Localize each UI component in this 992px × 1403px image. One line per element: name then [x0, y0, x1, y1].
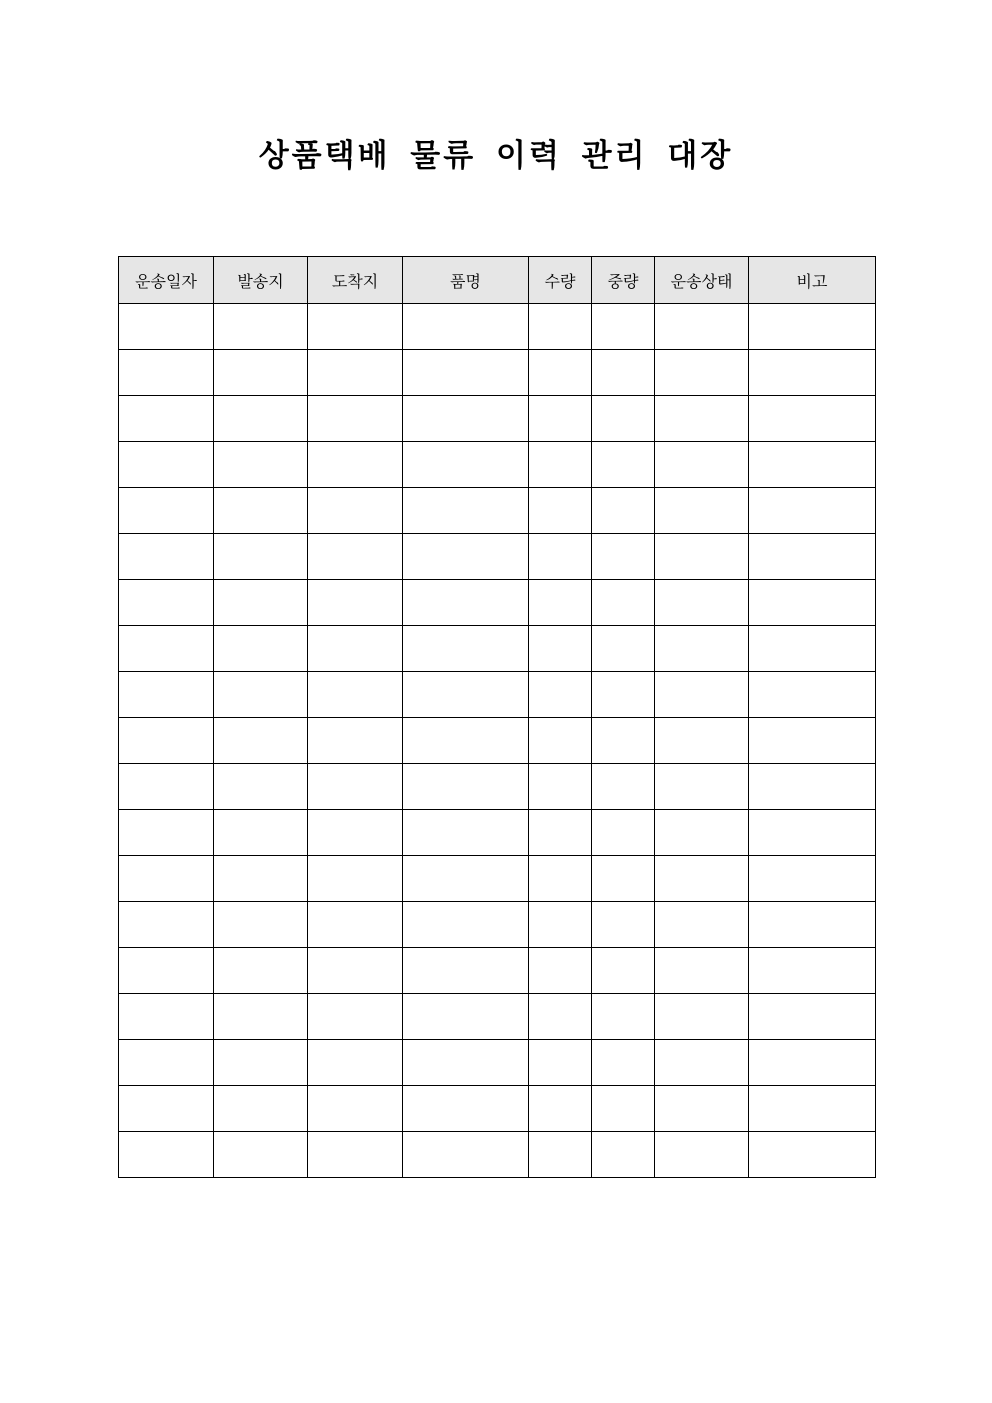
cell-destination[interactable]: [308, 902, 403, 948]
cell-date[interactable]: [119, 764, 214, 810]
cell-date[interactable]: [119, 442, 214, 488]
cell-remarks[interactable]: [749, 580, 876, 626]
cell-weight[interactable]: [592, 902, 655, 948]
cell-status[interactable]: [655, 810, 749, 856]
cell-quantity[interactable]: [529, 534, 592, 580]
cell-destination[interactable]: [308, 396, 403, 442]
cell-status[interactable]: [655, 718, 749, 764]
cell-weight[interactable]: [592, 1086, 655, 1132]
cell-status[interactable]: [655, 764, 749, 810]
cell-quantity[interactable]: [529, 994, 592, 1040]
cell-quantity[interactable]: [529, 1040, 592, 1086]
header-cell-destination: 도착지: [308, 257, 403, 304]
cell-item-name[interactable]: [403, 856, 529, 902]
cell-date[interactable]: [119, 626, 214, 672]
cell-origin[interactable]: [214, 488, 308, 534]
cell-remarks[interactable]: [749, 994, 876, 1040]
cell-origin[interactable]: [214, 1040, 308, 1086]
table-row: [119, 672, 876, 718]
table-row: [119, 534, 876, 580]
cell-quantity[interactable]: [529, 442, 592, 488]
cell-origin[interactable]: [214, 948, 308, 994]
cell-item-name[interactable]: [403, 672, 529, 718]
cell-remarks[interactable]: [749, 1040, 876, 1086]
cell-weight[interactable]: [592, 810, 655, 856]
cell-weight[interactable]: [592, 856, 655, 902]
cell-item-name[interactable]: [403, 534, 529, 580]
cell-item-name[interactable]: [403, 718, 529, 764]
table-row: [119, 580, 876, 626]
cell-date[interactable]: [119, 856, 214, 902]
cell-status[interactable]: [655, 948, 749, 994]
cell-quantity[interactable]: [529, 488, 592, 534]
cell-status[interactable]: [655, 672, 749, 718]
cell-item-name[interactable]: [403, 902, 529, 948]
cell-item-name[interactable]: [403, 948, 529, 994]
cell-status[interactable]: [655, 396, 749, 442]
cell-destination[interactable]: [308, 1040, 403, 1086]
table-row: [119, 1132, 876, 1178]
logistics-ledger-table: [118, 256, 876, 1178]
cell-remarks[interactable]: [749, 396, 876, 442]
cell-origin[interactable]: [214, 396, 308, 442]
cell-remarks[interactable]: [749, 948, 876, 994]
cell-quantity[interactable]: [529, 948, 592, 994]
cell-item-name[interactable]: [403, 810, 529, 856]
cell-destination[interactable]: [308, 304, 403, 350]
cell-origin[interactable]: [214, 304, 308, 350]
cell-destination[interactable]: [308, 534, 403, 580]
cell-date[interactable]: [119, 304, 214, 350]
cell-item-name[interactable]: [403, 304, 529, 350]
cell-destination[interactable]: [308, 350, 403, 396]
cell-weight[interactable]: [592, 442, 655, 488]
cell-origin[interactable]: [214, 534, 308, 580]
cell-destination[interactable]: [308, 1132, 403, 1178]
cell-date[interactable]: [119, 902, 214, 948]
cell-destination[interactable]: [308, 718, 403, 764]
cell-quantity[interactable]: [529, 304, 592, 350]
cell-status[interactable]: [655, 442, 749, 488]
cell-destination[interactable]: [308, 442, 403, 488]
table-row: [119, 304, 876, 350]
cell-item-name[interactable]: [403, 1040, 529, 1086]
table-row: [119, 810, 876, 856]
cell-weight[interactable]: [592, 1132, 655, 1178]
cell-remarks[interactable]: [749, 350, 876, 396]
cell-weight[interactable]: [592, 1040, 655, 1086]
cell-status[interactable]: [655, 1132, 749, 1178]
cell-date[interactable]: [119, 534, 214, 580]
cell-date[interactable]: [119, 396, 214, 442]
cell-weight[interactable]: [592, 350, 655, 396]
cell-destination[interactable]: [308, 1086, 403, 1132]
cell-remarks[interactable]: [749, 672, 876, 718]
cell-date[interactable]: [119, 488, 214, 534]
cell-quantity[interactable]: [529, 856, 592, 902]
table-row: [119, 1040, 876, 1086]
cell-destination[interactable]: [308, 948, 403, 994]
cell-origin[interactable]: [214, 350, 308, 396]
cell-remarks[interactable]: [749, 718, 876, 764]
header-row: [119, 257, 876, 304]
cell-weight[interactable]: [592, 534, 655, 580]
table-row: [119, 442, 876, 488]
cell-origin[interactable]: [214, 1132, 308, 1178]
table-row: [119, 488, 876, 534]
cell-origin[interactable]: [214, 718, 308, 764]
table-row: [119, 396, 876, 442]
cell-status[interactable]: [655, 902, 749, 948]
cell-destination[interactable]: [308, 580, 403, 626]
cell-origin[interactable]: [214, 580, 308, 626]
cell-quantity[interactable]: [529, 626, 592, 672]
page-title: 상품택배 물류 이력 관리 대장: [258, 138, 734, 174]
table-row: [119, 350, 876, 396]
cell-status[interactable]: [655, 994, 749, 1040]
cell-destination[interactable]: [308, 672, 403, 718]
cell-weight[interactable]: [592, 764, 655, 810]
cell-weight[interactable]: [592, 626, 655, 672]
cell-date[interactable]: [119, 672, 214, 718]
cell-origin[interactable]: [214, 994, 308, 1040]
cell-destination[interactable]: [308, 764, 403, 810]
cell-remarks[interactable]: [749, 442, 876, 488]
cell-origin[interactable]: [214, 626, 308, 672]
table-row: [119, 1086, 876, 1132]
cell-status[interactable]: [655, 856, 749, 902]
cell-status[interactable]: [655, 1040, 749, 1086]
cell-status[interactable]: [655, 534, 749, 580]
table-row: [119, 948, 876, 994]
header-cell-origin: 발송지: [214, 257, 308, 304]
table-row: [119, 856, 876, 902]
cell-destination[interactable]: [308, 626, 403, 672]
cell-quantity[interactable]: [529, 718, 592, 764]
header-cell-date: 운송일자: [119, 257, 214, 304]
cell-origin[interactable]: [214, 764, 308, 810]
cell-destination[interactable]: [308, 488, 403, 534]
cell-origin[interactable]: [214, 902, 308, 948]
cell-item-name[interactable]: [403, 994, 529, 1040]
cell-date[interactable]: [119, 350, 214, 396]
cell-origin[interactable]: [214, 1086, 308, 1132]
cell-item-name[interactable]: [403, 396, 529, 442]
cell-remarks[interactable]: [749, 626, 876, 672]
cell-remarks[interactable]: [749, 304, 876, 350]
cell-date[interactable]: [119, 1040, 214, 1086]
cell-remarks[interactable]: [749, 488, 876, 534]
cell-weight[interactable]: [592, 948, 655, 994]
cell-weight[interactable]: [592, 994, 655, 1040]
cell-weight[interactable]: [592, 396, 655, 442]
cell-destination[interactable]: [308, 856, 403, 902]
cell-remarks[interactable]: [749, 1132, 876, 1178]
header-cell-remarks: 비고: [749, 257, 876, 304]
ledger-body: [119, 304, 876, 1178]
cell-origin[interactable]: [214, 442, 308, 488]
cell-item-name[interactable]: [403, 1086, 529, 1132]
table-row: [119, 718, 876, 764]
cell-weight[interactable]: [592, 672, 655, 718]
cell-date[interactable]: [119, 948, 214, 994]
cell-item-name[interactable]: [403, 764, 529, 810]
table-row: [119, 902, 876, 948]
table-row: [119, 994, 876, 1040]
cell-quantity[interactable]: [529, 810, 592, 856]
cell-origin[interactable]: [214, 856, 308, 902]
cell-item-name[interactable]: [403, 1132, 529, 1178]
cell-date[interactable]: [119, 580, 214, 626]
cell-remarks[interactable]: [749, 1086, 876, 1132]
cell-date[interactable]: [119, 718, 214, 764]
cell-remarks[interactable]: [749, 810, 876, 856]
cell-date[interactable]: [119, 994, 214, 1040]
cell-origin[interactable]: [214, 810, 308, 856]
cell-weight[interactable]: [592, 580, 655, 626]
cell-date[interactable]: [119, 1132, 214, 1178]
cell-date[interactable]: [119, 1086, 214, 1132]
cell-item-name[interactable]: [403, 626, 529, 672]
cell-remarks[interactable]: [749, 856, 876, 902]
cell-weight[interactable]: [592, 488, 655, 534]
table-row: [119, 764, 876, 810]
cell-item-name[interactable]: [403, 580, 529, 626]
cell-quantity[interactable]: [529, 350, 592, 396]
cell-remarks[interactable]: [749, 902, 876, 948]
cell-quantity[interactable]: [529, 580, 592, 626]
cell-status[interactable]: [655, 488, 749, 534]
cell-date[interactable]: [119, 810, 214, 856]
cell-destination[interactable]: [308, 810, 403, 856]
cell-remarks[interactable]: [749, 534, 876, 580]
header-cell-quantity: 수량: [529, 257, 592, 304]
header-cell-status: 운송상태: [655, 257, 749, 304]
cell-item-name[interactable]: [403, 488, 529, 534]
cell-status[interactable]: [655, 350, 749, 396]
cell-status[interactable]: [655, 1086, 749, 1132]
cell-item-name[interactable]: [403, 442, 529, 488]
cell-status[interactable]: [655, 626, 749, 672]
cell-quantity[interactable]: [529, 902, 592, 948]
header-cell-weight: 중량: [592, 257, 655, 304]
table-row: [119, 626, 876, 672]
cell-weight[interactable]: [592, 304, 655, 350]
cell-origin[interactable]: [214, 672, 308, 718]
cell-quantity[interactable]: [529, 764, 592, 810]
cell-quantity[interactable]: [529, 1086, 592, 1132]
cell-destination[interactable]: [308, 994, 403, 1040]
cell-status[interactable]: [655, 580, 749, 626]
cell-status[interactable]: [655, 304, 749, 350]
cell-quantity[interactable]: [529, 672, 592, 718]
cell-quantity[interactable]: [529, 396, 592, 442]
cell-quantity[interactable]: [529, 1132, 592, 1178]
cell-remarks[interactable]: [749, 764, 876, 810]
cell-weight[interactable]: [592, 718, 655, 764]
cell-item-name[interactable]: [403, 350, 529, 396]
header-cell-item-name: 품명: [403, 257, 529, 304]
